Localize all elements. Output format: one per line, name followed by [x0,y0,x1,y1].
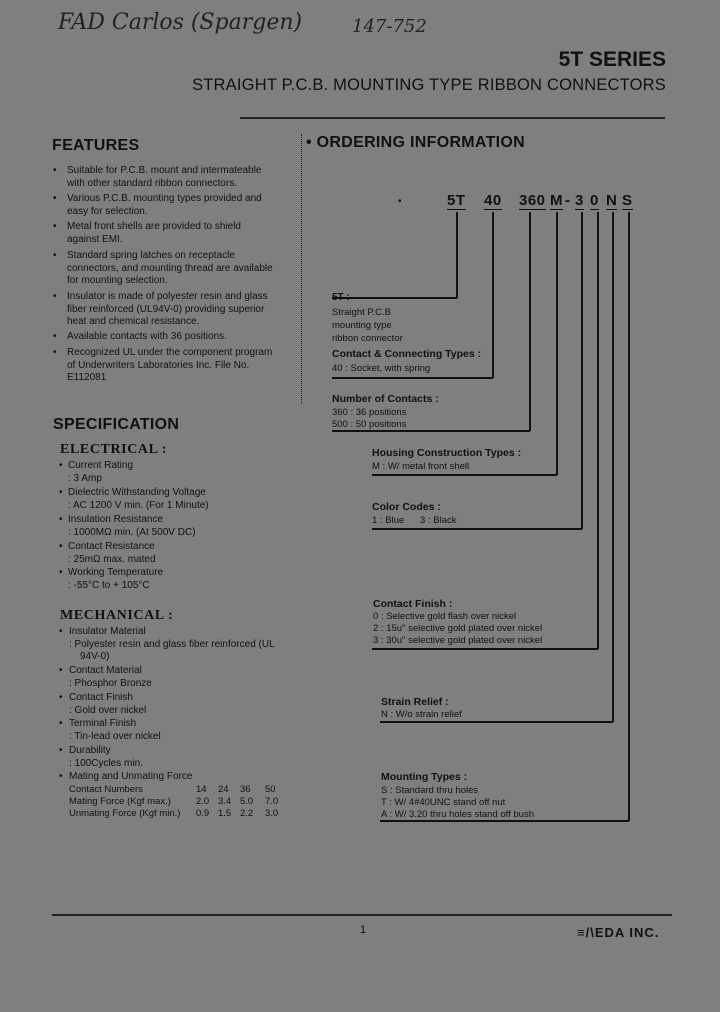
force-cell: 14 [196,784,207,795]
block-finish-heading: Contact Finish : [373,598,453,610]
page-number: 1 [360,924,367,936]
block-mounting-line-1: S : Standard thru holes [381,785,479,796]
feature-line: Insulator is made of polyester resin and glass [67,291,268,302]
block-mounting-line-2: T : W/ 4#40UNC stand off nut [381,797,506,808]
electrical-label: Current Rating [68,460,134,471]
electrical-label: Insulation Resistance [68,514,164,525]
electrical-value: : 3 Amp [68,473,102,484]
page-subtitle: STRAIGHT P.C.B. MOUNTING TYPE RIBBON CONNECTORS [192,76,666,94]
connector-line-contact-type-h [332,377,493,379]
company-name: EDA INC. [594,925,660,940]
feature-line: E112081 [67,372,107,384]
connector-line-contacts [529,212,531,431]
mechanical-value-cont: 94V-0) [80,651,110,662]
feature-line: easy for selection. [67,205,148,217]
code-part-housing: M [550,192,563,209]
connector-line-strain [612,212,614,722]
specification-title: SPECIFICATION [53,416,180,433]
feature-item [53,291,297,329]
mechanical-bullet: • [59,718,63,729]
feature-line: Available contacts with 36 positions. [67,331,227,342]
connector-line-color [581,212,583,529]
mechanical-value: : Polyester resin and glass fiber reinforced (UL [69,639,275,650]
mechanical-title: MECHANICAL : [60,608,174,623]
mechanical-bullet: • [59,771,63,782]
block-mounting-heading: Mounting Types : [381,771,468,783]
feature-bullet: • [53,221,57,232]
code-part-contact-type: 40 [484,192,502,209]
connector-line-color-h [372,528,582,530]
feature-line: heat and chemical resistance. [67,316,200,328]
block-strain-heading: Strain Relief : [381,696,449,708]
force-row-label: Mating Force (Kgf max.) [69,796,171,807]
connector-line-mounting-h [380,820,629,822]
mechanical-label: Terminal Finish [69,718,137,729]
feature-line: Various P.C.B. mounting types provided and [67,193,262,204]
block-series-line-2: mounting type [332,320,392,331]
feature-line: fiber reinforced (UL94V-0) providing superior [67,303,265,315]
block-series-heading: 5T : [332,292,350,303]
feature-line: connectors, and mounting thread are available [67,262,273,274]
feature-line: Recognized UL under the component program [67,347,273,358]
feature-item [53,221,297,246]
connector-line-strain-h [380,721,613,723]
force-cell: 0.9 [196,808,210,819]
feature-line: Metal front shells are provided to shield [67,221,241,232]
feature-line: with other standard ribbon connectors. [67,177,238,189]
feature-line: for mounting selection. [67,275,168,287]
feature-item [53,331,297,344]
feature-item [53,193,297,218]
block-finish-line-1: 0 : Selective gold flash over nickel [373,611,517,622]
feature-bullet: • [53,331,57,342]
connector-line-contact-type [492,212,494,378]
code-part-contacts: 360 [519,192,546,209]
force-cell: 5.0 [240,796,254,807]
block-housing-line-1: M : W/ metal front shell [372,461,470,472]
force-row-label: Unmating Force (Kgf min.) [69,808,181,819]
force-cell: 3.0 [265,808,279,819]
mechanical-label: Contact Finish [69,692,133,703]
block-contacts-heading: Number of Contacts : [332,393,439,405]
force-row-label: Contact Numbers [69,784,143,795]
ordering-bullet: • [306,134,317,151]
block-series-line-3: ribbon connector [332,333,403,344]
handwritten-code: 147-752 [352,16,427,37]
feature-item [53,347,297,385]
mechanical-bullet: • [59,692,63,703]
force-cell: 50 [265,784,276,795]
mechanical-bullet: • [59,665,63,676]
code-part-mounting: S [622,192,633,209]
feature-item [53,165,297,190]
block-series-line-1: Straight P.C.B [332,307,391,318]
force-cell: 2.2 [240,808,254,819]
electrical-value: : AC 1200 V min. (For 1 Minute) [68,500,209,511]
connector-line-series-h [332,297,457,299]
mechanical-label: Contact Material [69,665,142,676]
electrical-value: : -55°C to + 105°C [68,580,150,591]
force-cell: 2.0 [196,796,210,807]
block-finish-line-2: 2 : 15u" selective gold plated over nickel [373,623,543,634]
electrical-value: : 25mΩ max. mated [68,554,156,565]
block-mounting-line-3: A : W/ 3.20 thru holes stand off bush [381,809,534,820]
connector-line-mounting [628,212,630,821]
electrical-value: : 1000MΩ min. (At 500V DC) [68,527,196,538]
connector-line-housing-h [372,474,557,476]
block-contact-type-line-1: 40 : Socket, with spring [332,363,431,374]
ordering-title [306,134,525,152]
feature-bullet: • [53,193,57,204]
block-color-heading: Color Codes : [372,501,441,513]
electrical-label: Dielectric Withstanding Voltage [68,487,206,498]
block-contacts-line-2: 500 : 50 positions [332,419,407,430]
feature-bullet: • [53,347,57,358]
code-part-color: 3 [575,192,584,209]
footer-rule [52,914,672,916]
series-title: 5T SERIES [558,48,666,71]
force-cell: 7.0 [265,796,279,807]
feature-line: Suitable for P.C.B. mount and intermateable [67,165,262,176]
connector-line-housing [556,212,558,475]
force-cell: 24 [218,784,229,795]
block-finish-line-3: 3 : 30u" selective gold plated over nickel [373,635,543,646]
mechanical-value: : 100Cycles min. [69,758,143,769]
feature-bullet: • [53,165,57,176]
ordering-title-text: ORDERING INFORMATION [316,134,526,151]
company-logo [577,925,659,940]
block-housing-heading: Housing Construction Types : [372,447,522,459]
feature-bullet: • [53,291,57,302]
feature-item [53,250,297,288]
electrical-bullet: • [59,541,63,552]
block-contacts-line-1: 360 : 36 positions [332,407,407,418]
handwritten-note: FAD Carlos (Spargen) [58,10,303,35]
mechanical-value: : Phosphor Bronze [69,678,152,689]
electrical-title: ELECTRICAL : [60,442,168,457]
connector-line-finish-h [372,648,598,650]
features-title: FEATURES [52,137,140,154]
electrical-label: Working Temperature [68,567,164,578]
connector-line-finish [597,212,599,649]
feature-line: against EMI. [67,233,123,245]
connector-line-series [456,212,458,298]
mechanical-value: : Gold over nickel [69,705,147,716]
force-cell: 3.4 [218,796,232,807]
block-color-line-1: 1 : Blue 3 : Black [372,515,457,526]
column-divider [301,134,302,404]
block-strain-line-1: N : W/o strain relief [381,709,462,720]
mechanical-label: Insulator Material [69,626,146,637]
mechanical-label: Durability [69,745,111,756]
feature-line: of Underwriters Laboratories Inc. File No. [67,359,250,371]
company-logo-mark: ≡/\ [577,925,595,940]
force-cell: 36 [240,784,251,795]
code-part-dash: - [565,192,571,209]
feature-bullet: • [53,250,57,261]
electrical-bullet: • [59,514,63,525]
connector-line-contacts-h [332,430,530,432]
electrical-bullet: • [59,487,63,498]
electrical-bullet: • [59,460,63,471]
force-cell: 1.5 [218,808,232,819]
code-dot: • [398,196,402,207]
mechanical-bullet: • [59,626,63,637]
mechanical-value: : Tin-lead over nickel [69,731,161,742]
code-part-series: 5T [447,192,466,209]
electrical-bullet: • [59,567,63,578]
mechanical-bullet: • [59,745,63,756]
mechanical-label: Mating and Unmating Force [69,771,193,782]
block-contact-type-heading: Contact & Connecting Types : [332,348,482,360]
feature-line: Standard spring latches on receptacle [67,250,235,261]
code-part-finish: 0 [590,192,599,209]
code-part-strain: N [606,192,618,209]
electrical-label: Contact Resistance [68,541,155,552]
header-rule [240,117,665,119]
